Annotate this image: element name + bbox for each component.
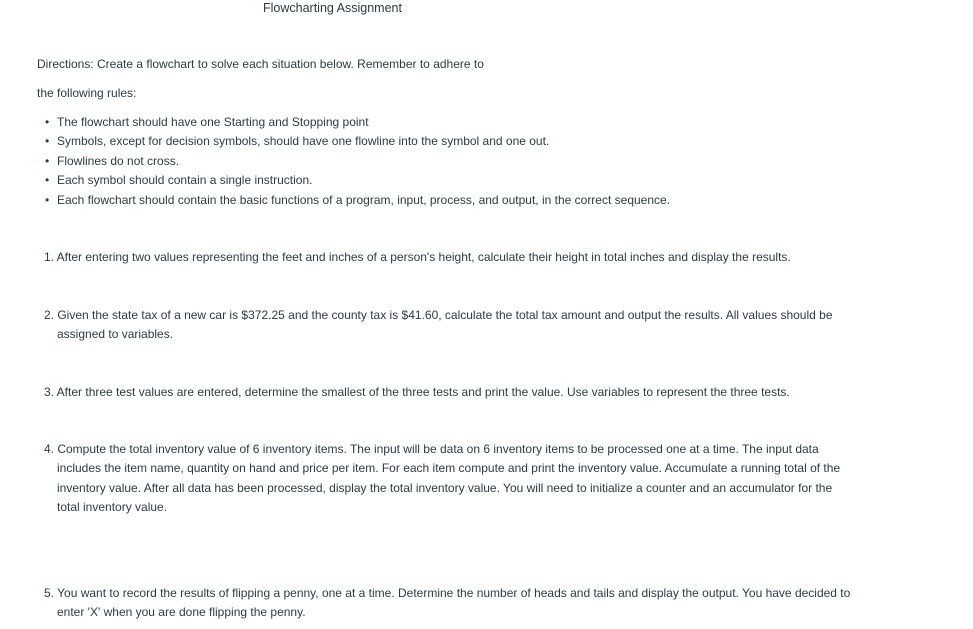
bullet-icon: • xyxy=(45,192,50,207)
rule-text: Flowlines do not cross. xyxy=(57,153,180,168)
rule-text: Each symbol should contain a single instruction. xyxy=(57,173,313,188)
question-text: inventory value. After all data has been processed, display the total inventory value. You will need to initialize a counter and an accumulator for the xyxy=(57,480,833,495)
rule-item xyxy=(44,153,670,172)
question-text: enter 'X' when you are done flipping the penny. xyxy=(57,605,306,620)
question-text: 4. Compute the total inventory value of 6 inventory items. The input will be data on 6 inventory items to be processed one at a time. The input data xyxy=(44,442,819,456)
question-3 xyxy=(44,384,924,403)
directions-line-1: Directions: Create a flowchart to solve each situation below. Remember to adhere to xyxy=(37,57,484,71)
rule-text: Symbols, except for decision symbols, should have one flowline into the symbol and one out. xyxy=(57,134,550,149)
question-text: 3. After three test values are entered, determine the smallest of the three tests and print the value. Use variables to represent the three tests. xyxy=(44,385,790,399)
question-4 xyxy=(44,441,924,519)
bullet-icon: • xyxy=(45,153,50,168)
bullet-icon: • xyxy=(45,173,50,188)
question-text: 1. After entering two values representing the feet and inches of a person's height, calculate their height in total inches and display the results. xyxy=(44,250,791,264)
question-text: assigned to variables. xyxy=(57,327,174,342)
rule-text: Each flowchart should contain the basic functions of a program, input, process, and output, in the correct sequence. xyxy=(57,192,671,207)
rule-item xyxy=(44,192,670,211)
question-text: includes the item name, quantity on hand and price per item. For each item compute and print the inventory value. Accumulate a running total of the xyxy=(57,461,841,476)
question-text: total inventory value. xyxy=(57,500,168,515)
bullet-icon: • xyxy=(45,134,50,149)
page-title: Flowcharting Assignment xyxy=(263,1,402,15)
rule-item xyxy=(44,133,670,152)
question-2 xyxy=(44,307,924,346)
question-text: 5. You want to record the results of flipping a penny, one at a time. Determine the number of heads and tails and display the output. You have decided to xyxy=(44,586,851,600)
rule-text: The flowchart should have one Starting and Stopping point xyxy=(57,115,369,129)
question-5 xyxy=(44,585,924,624)
question-text: 2. Given the state tax of a new car is $372.25 and the county tax is $41.60, calculate the total tax amount and output the results. All values should be xyxy=(44,308,833,322)
rule-item xyxy=(44,114,670,133)
rule-item xyxy=(44,172,670,191)
question-1 xyxy=(44,249,924,268)
rules-list xyxy=(44,114,670,211)
directions-line-2: the following rules: xyxy=(37,86,137,100)
bullet-icon: • xyxy=(45,115,50,129)
